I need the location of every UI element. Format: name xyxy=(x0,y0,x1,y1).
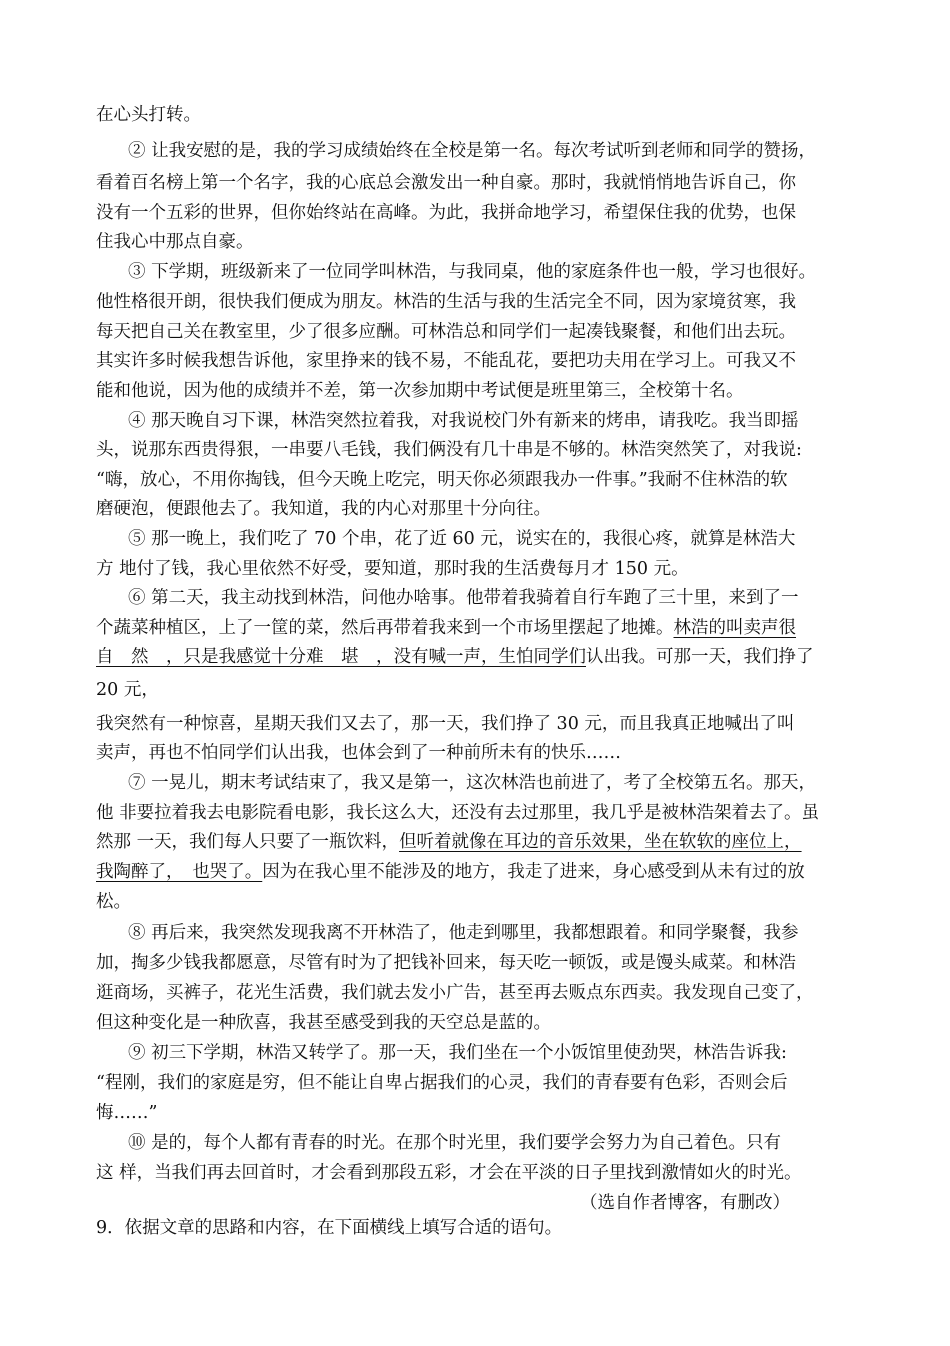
text-segment: 看着百名榜上第一个名字，我的心底总会激发出一种自豪。那时，我就悄悄地告诉自己，你 xyxy=(96,173,796,193)
text-line xyxy=(96,349,950,377)
text-line xyxy=(96,712,950,740)
text-line xyxy=(96,230,950,258)
text-segment: 其实许多时候我想告诉他，家里挣来的钱不易，不能乱花，要把功夫用在学习上。可我又不 xyxy=(96,351,796,371)
text-line xyxy=(96,741,950,769)
underlined-sentence: 自 然 ，只是我感觉十分难 堪 ，没有喊一声，生怕同学们 xyxy=(96,647,586,667)
text-segment: ⑦ 一晃儿，期末考试结束了，我又是第一，这次林浩也前进了，考了全校第五名。那天， xyxy=(128,773,817,793)
text-line xyxy=(96,981,950,1009)
text-segment: ③ 下学期，班级新来了一位同学叫林浩，与我同桌，他的家庭条件也一般，学习也很好。 xyxy=(128,262,817,282)
text-line xyxy=(96,1011,950,1039)
underlined-sentence: 林浩的叫卖声很 xyxy=(673,618,796,638)
text-segment: 方 地付了钱，我心里依然不好受，要知道，那时我的生活费每月才 150 元。 xyxy=(96,559,689,579)
text-line xyxy=(96,890,950,918)
text-segment: 但这种变化是一种欣喜，我甚至感受到我的天空总是蓝的。 xyxy=(96,1013,551,1033)
text-segment: 我突然有一种惊喜，星期天我们又去了，那一天，我们挣了 30 元，而且我真正地喊出了叫 xyxy=(96,714,795,734)
text-segment: 每天把自己关在教室里，少了很多应酬。可林浩总和同学们一起凑钱聚餐，和他们出去玩。 xyxy=(96,322,796,342)
text-line xyxy=(96,616,950,644)
text-segment: ④ 那天晚自习下课，林浩突然拉着我，对我说校门外有新来的烤串，请我吃。我当即摇 xyxy=(128,411,799,431)
paragraph-2-start xyxy=(128,139,950,167)
text-line xyxy=(96,103,950,131)
text-segment: 他性格很开朗，很快我们便成为朋友。林浩的生活与我的生活完全不同，因为家境贫寒，我 xyxy=(96,292,796,312)
text-segment: 没有一个五彩的世界，但你始终站在高峰。为此，我拼命地学习，希望保住我的优势，也保 xyxy=(96,203,796,223)
paragraph-3-start xyxy=(128,260,950,288)
text-segment: 然那 一天，我们每人只要了一瓶饮料， xyxy=(96,832,400,852)
text-segment: 卖声，再也不怕同学们认出我，也体会到了一种前所未有的快乐…… xyxy=(96,743,621,763)
paragraph-7-start xyxy=(128,771,950,799)
text-segment: ⑧ 再后来，我突然发现我离不开林浩了，他走到哪里，我都想跟着。和同学聚餐，我参 xyxy=(128,923,799,943)
text-line xyxy=(96,860,950,888)
text-segment: ⑩ 是的，每个人都有青春的时光。在那个时光里，我们要学会努力为自己着色。只有 xyxy=(128,1133,782,1153)
text-segment: ⑨ 初三下学期，林浩又转学了。那一天，我们坐在一个小饭馆里使劲哭，林浩告诉我: xyxy=(128,1043,787,1063)
paragraph-10-start xyxy=(128,1131,950,1159)
text-segment: 他 非要拉着我去电影院看电影，我长这么大，还没有去过那里，我几乎是被林浩架着去了。虽 xyxy=(96,803,820,823)
text-line xyxy=(96,1101,950,1129)
text-segment: ⑤ 那一晚上，我们吃了 70 个串，花了近 60 元，说实在的，我很心疼，就算是林浩大 xyxy=(128,529,796,549)
text-line xyxy=(96,320,950,348)
text-line xyxy=(96,201,950,229)
text-segment: 20 元， xyxy=(96,680,159,700)
text-segment: 在心头打转。 xyxy=(96,105,201,125)
text-segment: 头，说那东西贵得狠，一串要八毛钱，我们俩没有几十串是不够的。林浩突然笑了，对我说: xyxy=(96,440,802,460)
text-line xyxy=(96,645,950,673)
text-line xyxy=(96,1161,950,1189)
text-segment: （选自作者博客，有删改） xyxy=(580,1193,790,1213)
text-line xyxy=(96,557,950,585)
text-segment: 松。 xyxy=(96,892,131,912)
text-line xyxy=(96,468,950,496)
text-segment: 这 样，当我们再去回首时，才会看到那段五彩，才会在平淡的日子里找到激情如火的时光。 xyxy=(96,1163,802,1183)
text-segment: “嗨，放心，不用你掏钱，但今天晚上吃完，明天你必须跟我办一件事。”我耐不住林浩的软 xyxy=(96,470,788,490)
source-note xyxy=(0,1191,790,1219)
text-segment: 悔……” xyxy=(96,1103,158,1123)
text-line xyxy=(96,951,950,979)
paragraph-5-start xyxy=(128,527,950,555)
text-line xyxy=(96,290,950,318)
text-segment: 9．依据文章的思路和内容，在下面横线上填写合适的语句。 xyxy=(96,1218,563,1238)
text-line xyxy=(96,1071,950,1099)
text-segment: 磨硬泡，便跟他去了。我知道，我的内心对那里十分向往。 xyxy=(96,499,551,519)
text-segment: “程刚，我们的家庭是穷，但不能让自卑占据我们的心灵，我们的青春要有色彩，否则会后 xyxy=(96,1073,788,1093)
paragraph-8-start xyxy=(128,921,950,949)
text-segment: ② 让我安慰的是，我的学习成绩始终在全校是第一名。每次考试听到老师和同学的赞扬， xyxy=(128,141,817,161)
text-line xyxy=(96,678,950,706)
text-line xyxy=(96,497,950,525)
text-segment: 逛商场，买裤子，花光生活费，我们就去发小广告，甚至再去贩点东西卖。我发现自己变了， xyxy=(96,983,814,1003)
text-line xyxy=(96,830,950,858)
paragraph-4-start xyxy=(128,409,950,437)
underlined-sentence: 我陶醉了， 也哭了。 xyxy=(96,862,263,882)
text-line xyxy=(96,801,950,829)
text-segment: 住我心中那点自豪。 xyxy=(96,232,254,252)
text-segment: ⑥ 第二天，我主动找到林浩，问他办啥事。他带着我骑着自行车跑了三十里，来到了一 xyxy=(128,588,799,608)
text-segment: 个蔬菜种植区，上了一筐的菜，然后再带着我来到一个市场里摆起了地摊。 xyxy=(96,618,674,638)
text-segment: 能和他说，因为他的成绩并不差，第一次参加期中考试便是班里第三，全校第十名。 xyxy=(96,381,744,401)
question-9 xyxy=(96,1216,950,1244)
text-line xyxy=(96,379,950,407)
text-segment: 认出我。可那一天，我们挣了 xyxy=(586,647,814,667)
text-line xyxy=(96,171,950,199)
text-segment: 因为在我心里不能涉及的地方，我走了进来，身心感受到从未有过的放 xyxy=(262,862,805,882)
paragraph-9-start xyxy=(128,1041,950,1069)
text-line xyxy=(96,438,950,466)
paragraph-6-start xyxy=(128,586,950,614)
underlined-sentence: 但听着就像在耳边的音乐效果，坐在软软的座位上， xyxy=(399,832,802,852)
text-segment: 加，掏多少钱我都愿意，尽管有时为了把钱补回来，每天吃一顿饭，或是馒头咸菜。和林浩 xyxy=(96,953,796,973)
